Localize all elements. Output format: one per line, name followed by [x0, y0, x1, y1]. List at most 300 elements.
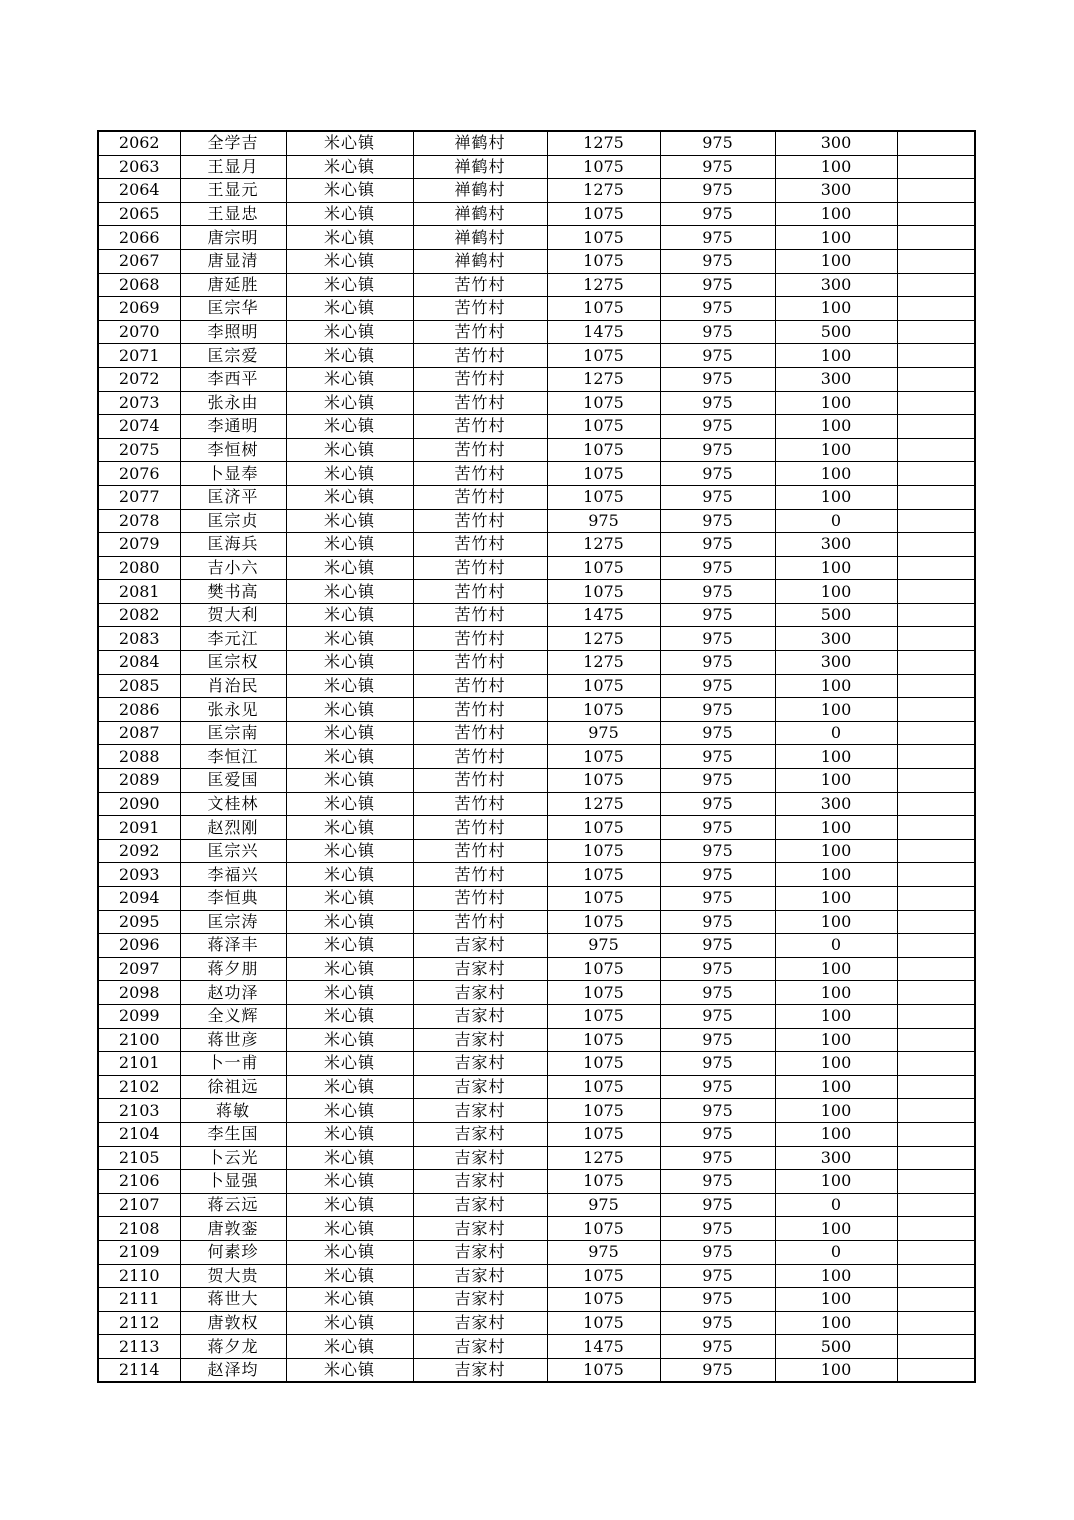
remark-cell — [897, 1264, 975, 1288]
base-amount-cell: 975 — [660, 556, 775, 580]
row-number-cell: 2078 — [98, 509, 180, 533]
name-cell: 何素珍 — [180, 1240, 286, 1264]
name-cell: 李恒典 — [180, 887, 286, 911]
village-cell: 苦竹村 — [413, 556, 547, 580]
base-amount-cell: 975 — [660, 721, 775, 745]
total-amount-cell: 1475 — [547, 320, 660, 344]
row-number-cell: 2099 — [98, 1004, 180, 1028]
total-amount-cell: 1275 — [547, 1146, 660, 1170]
remark-cell — [897, 367, 975, 391]
base-amount-cell: 975 — [660, 957, 775, 981]
town-cell: 米心镇 — [286, 769, 413, 793]
base-amount-cell: 975 — [660, 1264, 775, 1288]
row-number-cell: 2075 — [98, 438, 180, 462]
remark-cell — [897, 651, 975, 675]
name-cell: 蒋夕龙 — [180, 1335, 286, 1359]
town-cell: 米心镇 — [286, 1217, 413, 1241]
extra-amount-cell: 100 — [775, 1170, 897, 1194]
town-cell: 米心镇 — [286, 1240, 413, 1264]
base-amount-cell: 975 — [660, 910, 775, 934]
total-amount-cell: 1075 — [547, 698, 660, 722]
remark-cell — [897, 863, 975, 887]
extra-amount-cell: 100 — [775, 1311, 897, 1335]
remark-cell — [897, 910, 975, 934]
row-number-cell: 2108 — [98, 1217, 180, 1241]
row-number-cell: 2103 — [98, 1099, 180, 1123]
town-cell: 米心镇 — [286, 297, 413, 321]
remark-cell — [897, 273, 975, 297]
town-cell: 米心镇 — [286, 1075, 413, 1099]
extra-amount-cell: 100 — [775, 674, 897, 698]
extra-amount-cell: 100 — [775, 981, 897, 1005]
table-row — [98, 721, 975, 745]
town-cell: 米心镇 — [286, 934, 413, 958]
base-amount-cell: 975 — [660, 603, 775, 627]
row-number-cell: 2109 — [98, 1240, 180, 1264]
name-cell: 贺大贵 — [180, 1264, 286, 1288]
row-number-cell: 2074 — [98, 415, 180, 439]
name-cell: 唐显清 — [180, 249, 286, 273]
remark-cell — [897, 1146, 975, 1170]
village-cell: 苦竹村 — [413, 273, 547, 297]
total-amount-cell: 1275 — [547, 273, 660, 297]
town-cell: 米心镇 — [286, 981, 413, 1005]
village-cell: 苦竹村 — [413, 769, 547, 793]
base-amount-cell: 975 — [660, 1335, 775, 1359]
village-cell: 苦竹村 — [413, 651, 547, 675]
remark-cell — [897, 887, 975, 911]
name-cell: 文桂林 — [180, 792, 286, 816]
remark-cell — [897, 1099, 975, 1123]
village-cell: 苦竹村 — [413, 320, 547, 344]
row-number-cell: 2081 — [98, 580, 180, 604]
table-row — [98, 179, 975, 203]
village-cell: 吉家村 — [413, 1358, 547, 1382]
total-amount-cell: 1075 — [547, 556, 660, 580]
base-amount-cell: 975 — [660, 1004, 775, 1028]
extra-amount-cell: 300 — [775, 533, 897, 557]
total-amount-cell: 1075 — [547, 769, 660, 793]
total-amount-cell: 1075 — [547, 745, 660, 769]
extra-amount-cell: 100 — [775, 415, 897, 439]
name-cell: 匡海兵 — [180, 533, 286, 557]
village-cell: 吉家村 — [413, 1170, 547, 1194]
town-cell: 米心镇 — [286, 1028, 413, 1052]
village-cell: 苦竹村 — [413, 745, 547, 769]
village-cell: 吉家村 — [413, 1193, 547, 1217]
remark-cell — [897, 1288, 975, 1312]
remark-cell — [897, 438, 975, 462]
table-row — [98, 391, 975, 415]
extra-amount-cell: 0 — [775, 1193, 897, 1217]
total-amount-cell: 975 — [547, 1240, 660, 1264]
total-amount-cell: 1275 — [547, 651, 660, 675]
town-cell: 米心镇 — [286, 1335, 413, 1359]
name-cell: 王显忠 — [180, 202, 286, 226]
remark-cell — [897, 391, 975, 415]
base-amount-cell: 975 — [660, 509, 775, 533]
village-cell: 苦竹村 — [413, 721, 547, 745]
town-cell: 米心镇 — [286, 745, 413, 769]
extra-amount-cell: 100 — [775, 910, 897, 934]
table-row — [98, 297, 975, 321]
village-cell: 禅鹤村 — [413, 226, 547, 250]
extra-amount-cell: 100 — [775, 1028, 897, 1052]
row-number-cell: 2077 — [98, 485, 180, 509]
village-cell: 苦竹村 — [413, 391, 547, 415]
table-row — [98, 1264, 975, 1288]
village-cell: 禅鹤村 — [413, 155, 547, 179]
extra-amount-cell: 100 — [775, 1217, 897, 1241]
name-cell: 李生国 — [180, 1122, 286, 1146]
town-cell: 米心镇 — [286, 179, 413, 203]
name-cell: 卜云光 — [180, 1146, 286, 1170]
name-cell: 匡宗贞 — [180, 509, 286, 533]
table-row — [98, 1288, 975, 1312]
town-cell: 米心镇 — [286, 226, 413, 250]
row-number-cell: 2066 — [98, 226, 180, 250]
table-row — [98, 1335, 975, 1359]
total-amount-cell: 1275 — [547, 533, 660, 557]
remark-cell — [897, 816, 975, 840]
total-amount-cell: 1075 — [547, 226, 660, 250]
total-amount-cell: 1075 — [547, 155, 660, 179]
row-number-cell: 2080 — [98, 556, 180, 580]
town-cell: 米心镇 — [286, 485, 413, 509]
name-cell: 王显月 — [180, 155, 286, 179]
table-row — [98, 1217, 975, 1241]
row-number-cell: 2105 — [98, 1146, 180, 1170]
row-number-cell: 2086 — [98, 698, 180, 722]
table-body — [98, 131, 975, 1382]
extra-amount-cell: 500 — [775, 1335, 897, 1359]
village-cell: 吉家村 — [413, 1146, 547, 1170]
row-number-cell: 2106 — [98, 1170, 180, 1194]
total-amount-cell: 1075 — [547, 863, 660, 887]
extra-amount-cell: 300 — [775, 792, 897, 816]
name-cell: 蒋泽丰 — [180, 934, 286, 958]
town-cell: 米心镇 — [286, 1288, 413, 1312]
remark-cell — [897, 509, 975, 533]
town-cell: 米心镇 — [286, 344, 413, 368]
row-number-cell: 2068 — [98, 273, 180, 297]
table-row — [98, 415, 975, 439]
extra-amount-cell: 500 — [775, 603, 897, 627]
name-cell: 张永见 — [180, 698, 286, 722]
row-number-cell: 2090 — [98, 792, 180, 816]
town-cell: 米心镇 — [286, 1146, 413, 1170]
base-amount-cell: 975 — [660, 1358, 775, 1382]
base-amount-cell: 975 — [660, 1052, 775, 1076]
remark-cell — [897, 1358, 975, 1382]
remark-cell — [897, 674, 975, 698]
row-number-cell: 2072 — [98, 367, 180, 391]
base-amount-cell: 975 — [660, 226, 775, 250]
row-number-cell: 2087 — [98, 721, 180, 745]
total-amount-cell: 1075 — [547, 1217, 660, 1241]
name-cell: 匡济平 — [180, 485, 286, 509]
extra-amount-cell: 100 — [775, 391, 897, 415]
village-cell: 苦竹村 — [413, 863, 547, 887]
base-amount-cell: 975 — [660, 1170, 775, 1194]
village-cell: 禅鹤村 — [413, 131, 547, 155]
row-number-cell: 2102 — [98, 1075, 180, 1099]
town-cell: 米心镇 — [286, 580, 413, 604]
remark-cell — [897, 249, 975, 273]
total-amount-cell: 1475 — [547, 1335, 660, 1359]
remark-cell — [897, 485, 975, 509]
base-amount-cell: 975 — [660, 1146, 775, 1170]
total-amount-cell: 1075 — [547, 297, 660, 321]
table-row — [98, 509, 975, 533]
base-amount-cell: 975 — [660, 698, 775, 722]
total-amount-cell: 1075 — [547, 415, 660, 439]
village-cell: 苦竹村 — [413, 816, 547, 840]
name-cell: 匡宗爱 — [180, 344, 286, 368]
total-amount-cell: 1075 — [547, 1264, 660, 1288]
remark-cell — [897, 320, 975, 344]
town-cell: 米心镇 — [286, 273, 413, 297]
total-amount-cell: 1075 — [547, 981, 660, 1005]
base-amount-cell: 975 — [660, 320, 775, 344]
town-cell: 米心镇 — [286, 887, 413, 911]
name-cell: 李福兴 — [180, 863, 286, 887]
village-cell: 吉家村 — [413, 1052, 547, 1076]
name-cell: 唐延胜 — [180, 273, 286, 297]
town-cell: 米心镇 — [286, 249, 413, 273]
remark-cell — [897, 415, 975, 439]
base-amount-cell: 975 — [660, 1122, 775, 1146]
row-number-cell: 2065 — [98, 202, 180, 226]
remark-cell — [897, 603, 975, 627]
row-number-cell: 2100 — [98, 1028, 180, 1052]
village-cell: 吉家村 — [413, 981, 547, 1005]
total-amount-cell: 1075 — [547, 957, 660, 981]
base-amount-cell: 975 — [660, 792, 775, 816]
total-amount-cell: 1075 — [547, 485, 660, 509]
total-amount-cell: 1075 — [547, 1099, 660, 1123]
town-cell: 米心镇 — [286, 1122, 413, 1146]
remark-cell — [897, 981, 975, 1005]
village-cell: 苦竹村 — [413, 698, 547, 722]
base-amount-cell: 975 — [660, 674, 775, 698]
name-cell: 张永由 — [180, 391, 286, 415]
village-cell: 吉家村 — [413, 934, 547, 958]
name-cell: 唐宗明 — [180, 226, 286, 250]
total-amount-cell: 1075 — [547, 580, 660, 604]
row-number-cell: 2076 — [98, 462, 180, 486]
name-cell: 唐敦权 — [180, 1311, 286, 1335]
remark-cell — [897, 769, 975, 793]
extra-amount-cell: 0 — [775, 509, 897, 533]
base-amount-cell: 975 — [660, 1288, 775, 1312]
table-row — [98, 1240, 975, 1264]
row-number-cell: 2071 — [98, 344, 180, 368]
table-row — [98, 934, 975, 958]
total-amount-cell: 1075 — [547, 910, 660, 934]
extra-amount-cell: 100 — [775, 1288, 897, 1312]
town-cell: 米心镇 — [286, 1358, 413, 1382]
base-amount-cell: 975 — [660, 533, 775, 557]
extra-amount-cell: 100 — [775, 887, 897, 911]
total-amount-cell: 1075 — [547, 249, 660, 273]
town-cell: 米心镇 — [286, 1311, 413, 1335]
table-row — [98, 1075, 975, 1099]
remark-cell — [897, 1170, 975, 1194]
town-cell: 米心镇 — [286, 320, 413, 344]
table-row — [98, 1052, 975, 1076]
extra-amount-cell: 300 — [775, 179, 897, 203]
total-amount-cell: 1075 — [547, 1052, 660, 1076]
table-row — [98, 1122, 975, 1146]
row-number-cell: 2085 — [98, 674, 180, 698]
row-number-cell: 2079 — [98, 533, 180, 557]
extra-amount-cell: 300 — [775, 1146, 897, 1170]
extra-amount-cell: 0 — [775, 934, 897, 958]
extra-amount-cell: 100 — [775, 226, 897, 250]
remark-cell — [897, 1028, 975, 1052]
village-cell: 苦竹村 — [413, 674, 547, 698]
name-cell: 卜显奉 — [180, 462, 286, 486]
name-cell: 匡宗华 — [180, 297, 286, 321]
village-cell: 吉家村 — [413, 1004, 547, 1028]
total-amount-cell: 1075 — [547, 816, 660, 840]
town-cell: 米心镇 — [286, 415, 413, 439]
town-cell: 米心镇 — [286, 391, 413, 415]
town-cell: 米心镇 — [286, 1052, 413, 1076]
town-cell: 米心镇 — [286, 556, 413, 580]
extra-amount-cell: 300 — [775, 367, 897, 391]
total-amount-cell: 1275 — [547, 131, 660, 155]
name-cell: 匡宗涛 — [180, 910, 286, 934]
town-cell: 米心镇 — [286, 839, 413, 863]
village-cell: 苦竹村 — [413, 839, 547, 863]
table-row — [98, 769, 975, 793]
base-amount-cell: 975 — [660, 155, 775, 179]
village-cell: 苦竹村 — [413, 462, 547, 486]
extra-amount-cell: 100 — [775, 155, 897, 179]
total-amount-cell: 975 — [547, 721, 660, 745]
name-cell: 李通明 — [180, 415, 286, 439]
base-amount-cell: 975 — [660, 462, 775, 486]
row-number-cell: 2111 — [98, 1288, 180, 1312]
base-amount-cell: 975 — [660, 179, 775, 203]
table-row — [98, 1146, 975, 1170]
extra-amount-cell: 300 — [775, 131, 897, 155]
village-cell: 吉家村 — [413, 1075, 547, 1099]
name-cell: 蒋世大 — [180, 1288, 286, 1312]
total-amount-cell: 1075 — [547, 674, 660, 698]
table-row — [98, 462, 975, 486]
row-number-cell: 2069 — [98, 297, 180, 321]
extra-amount-cell: 100 — [775, 1358, 897, 1382]
row-number-cell: 2089 — [98, 769, 180, 793]
town-cell: 米心镇 — [286, 438, 413, 462]
base-amount-cell: 975 — [660, 438, 775, 462]
row-number-cell: 2083 — [98, 627, 180, 651]
base-amount-cell: 975 — [660, 1193, 775, 1217]
row-number-cell: 2107 — [98, 1193, 180, 1217]
extra-amount-cell: 100 — [775, 839, 897, 863]
town-cell: 米心镇 — [286, 1193, 413, 1217]
extra-amount-cell: 100 — [775, 462, 897, 486]
base-amount-cell: 975 — [660, 1217, 775, 1241]
name-cell: 匡宗南 — [180, 721, 286, 745]
village-cell: 吉家村 — [413, 1288, 547, 1312]
table-row — [98, 816, 975, 840]
village-cell: 苦竹村 — [413, 603, 547, 627]
name-cell: 吉小六 — [180, 556, 286, 580]
base-amount-cell: 975 — [660, 627, 775, 651]
base-amount-cell: 975 — [660, 344, 775, 368]
name-cell: 李元江 — [180, 627, 286, 651]
remark-cell — [897, 1052, 975, 1076]
table-row — [98, 131, 975, 155]
remark-cell — [897, 1004, 975, 1028]
total-amount-cell: 1075 — [547, 1122, 660, 1146]
remark-cell — [897, 297, 975, 321]
village-cell: 苦竹村 — [413, 367, 547, 391]
village-cell: 苦竹村 — [413, 297, 547, 321]
table-row — [98, 1311, 975, 1335]
base-amount-cell: 975 — [660, 580, 775, 604]
extra-amount-cell: 100 — [775, 863, 897, 887]
row-number-cell: 2088 — [98, 745, 180, 769]
total-amount-cell: 975 — [547, 934, 660, 958]
table-row — [98, 792, 975, 816]
base-amount-cell: 975 — [660, 415, 775, 439]
row-number-cell: 2114 — [98, 1358, 180, 1382]
base-amount-cell: 975 — [660, 273, 775, 297]
village-cell: 苦竹村 — [413, 438, 547, 462]
table-row — [98, 651, 975, 675]
base-amount-cell: 975 — [660, 367, 775, 391]
row-number-cell: 2067 — [98, 249, 180, 273]
town-cell: 米心镇 — [286, 1099, 413, 1123]
row-number-cell: 2063 — [98, 155, 180, 179]
base-amount-cell: 975 — [660, 485, 775, 509]
total-amount-cell: 975 — [547, 1193, 660, 1217]
town-cell: 米心镇 — [286, 1264, 413, 1288]
village-cell: 吉家村 — [413, 1264, 547, 1288]
extra-amount-cell: 100 — [775, 297, 897, 321]
table-row — [98, 249, 975, 273]
extra-amount-cell: 100 — [775, 344, 897, 368]
extra-amount-cell: 100 — [775, 249, 897, 273]
table-row — [98, 1004, 975, 1028]
village-cell: 禅鹤村 — [413, 179, 547, 203]
table-row — [98, 320, 975, 344]
name-cell: 贺大利 — [180, 603, 286, 627]
town-cell: 米心镇 — [286, 651, 413, 675]
town-cell: 米心镇 — [286, 155, 413, 179]
remark-cell — [897, 155, 975, 179]
base-amount-cell: 975 — [660, 651, 775, 675]
remark-cell — [897, 839, 975, 863]
name-cell: 卜一甫 — [180, 1052, 286, 1076]
town-cell: 米心镇 — [286, 910, 413, 934]
table-row — [98, 580, 975, 604]
village-cell: 禅鹤村 — [413, 249, 547, 273]
table-row — [98, 674, 975, 698]
total-amount-cell: 1075 — [547, 839, 660, 863]
row-number-cell: 2112 — [98, 1311, 180, 1335]
table-row — [98, 887, 975, 911]
table-row — [98, 1193, 975, 1217]
row-number-cell: 2110 — [98, 1264, 180, 1288]
extra-amount-cell: 300 — [775, 273, 897, 297]
base-amount-cell: 975 — [660, 934, 775, 958]
